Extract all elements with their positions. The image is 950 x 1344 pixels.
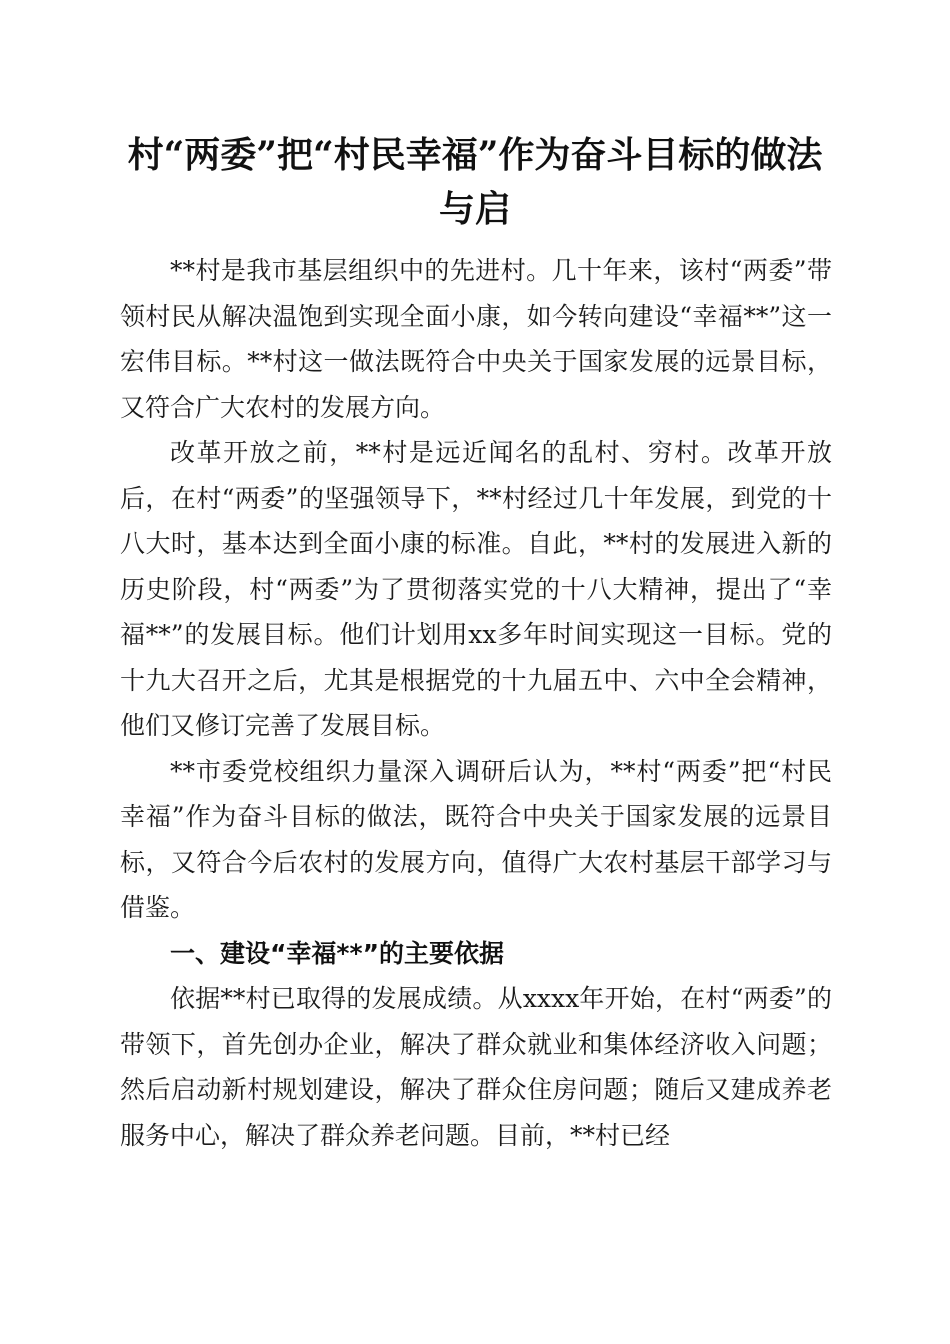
document-title: 村“两委”把“村民幸福”作为奋斗目标的做法与启 bbox=[127, 134, 823, 230]
paragraph-section-one: 依据**村已取得的发展成绩。从xxxx年开始，在村“两委”的带领下，首先创办企业，解决了群众就业和集体经济收入问题；然后启动新村规划建设，解决了群众住房问题；随后又建成养老服务中心，解决了群众养老问题。目前，**村已经 bbox=[120, 984, 832, 1150]
paragraph-intro: **村是我市基层组织中的先进村。几十年来，该村“两委”带领村民从解决温饱到实现全面小康，如今转向建设“幸福**”这一宏伟目标。**村这一做法既符合中央关于国家发展的远景目标，又符合广大农村的发展方向。 bbox=[120, 256, 832, 422]
paragraph-history: 改革开放之前，**村是远近闻名的乱村、穷村。改革开放后，在村“两委”的坚强领导下，**村经过几十年发展，到党的十八大时，基本达到全面小康的标准。自此，**村的发展进入新的历史阶段，村“两委”为了贯彻落实党的十八大精神，提出了“幸福**”的发展目标。他们计划用xx多年时间实现这一目标。党的十九大召开之后，尤其是根据党的十九届五中、六中全会精神，他们又修订完善了发展目标。 bbox=[120, 438, 832, 740]
document-body bbox=[120, 248, 832, 1158]
section-heading: 一、建设“幸福**”的主要依据 bbox=[170, 938, 505, 968]
paragraph-assessment: **市委党校组织力量深入调研后认为，**村“两委”把“村民幸福”作为奋斗目标的做法，既符合中央关于国家发展的远景目标，又符合今后农村的发展方向，值得广大农村基层干部学习与借鉴。 bbox=[120, 756, 832, 922]
